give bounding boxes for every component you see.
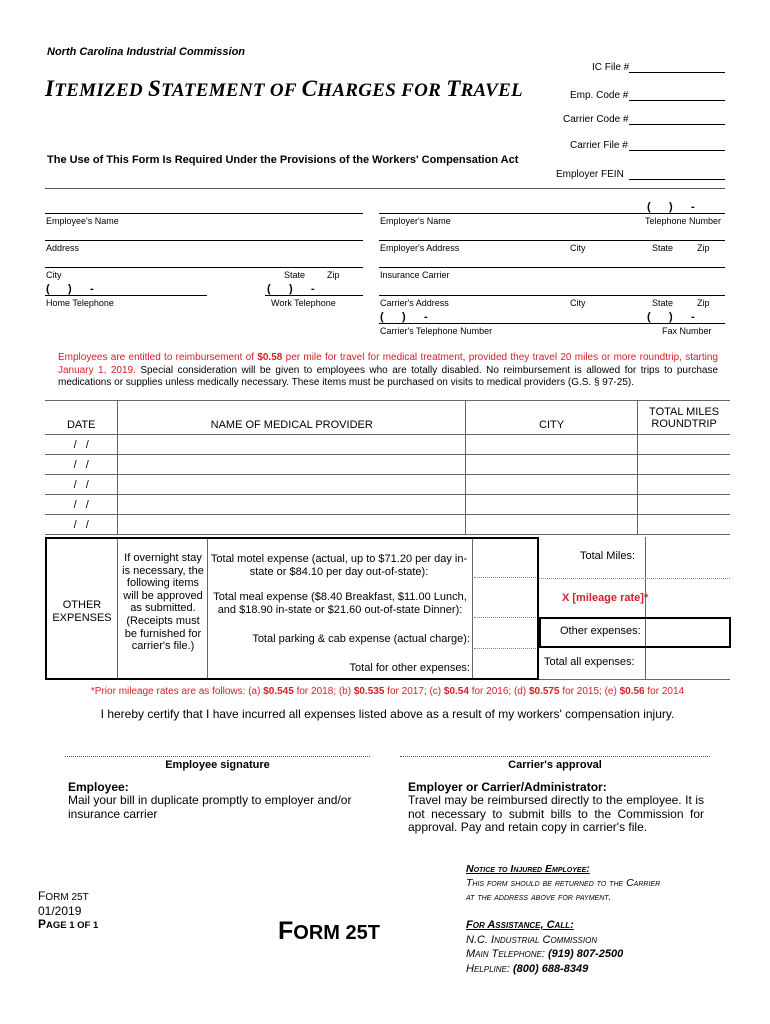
table-row[interactable] [45, 475, 730, 495]
date-cell[interactable]: / / [45, 515, 118, 535]
carrier-address-label: Carrier's Address [380, 298, 449, 308]
home-telephone-input[interactable] [45, 295, 207, 296]
parking-expense-input[interactable] [474, 618, 536, 649]
city-state-zip-input[interactable] [45, 267, 363, 268]
city-cell[interactable] [465, 475, 637, 495]
work-telephone-label: Work Telephone [271, 298, 336, 308]
carrier-telephone-input[interactable] [379, 323, 725, 324]
employee-signature-line[interactable] [65, 756, 370, 757]
certification-statement: I hereby certify that I have incurred all expenses listed above as a result of my workers' compensation injury. [100, 707, 675, 721]
mileage-table [45, 400, 730, 535]
carrier-state-label: State [652, 298, 674, 308]
carrier-file-label: Carrier File # [570, 140, 628, 151]
date-cell[interactable]: / / [45, 475, 118, 495]
miles-cell[interactable] [638, 435, 730, 455]
employer-address-label: Employer's Address [380, 243, 460, 253]
carrier-city-label: City [570, 298, 586, 308]
employer-instructions: Travel may be reimbursed directly to the employee. It is not necessary to submit bills to the Commission for approval. Pay and retain copy in carrier's file. [408, 793, 704, 834]
employer-fein-input[interactable] [629, 179, 725, 180]
employee-name-input[interactable] [45, 213, 363, 214]
form-date: 01/2019 [38, 903, 82, 918]
employee-instructions: Mail your bill in duplicate promptly to employer and/or insurance carrier [68, 793, 352, 821]
carrier-telephone-label: Carrier's Telephone Number [380, 326, 493, 336]
city-cell[interactable] [465, 455, 637, 475]
other-expense-label: Total for other expenses: [349, 662, 470, 674]
table-row[interactable] [45, 435, 730, 455]
employer-city-label: City [570, 243, 586, 253]
employee-signature-label: Employee signature [165, 759, 270, 771]
employer-zip-label: Zip [697, 243, 710, 253]
assistance-heading: For Assistance, Call: [466, 919, 574, 931]
motel-expense-label: Total motel expense (actual, up to $71.20 per day in-state or $84.10 per day out-of-state): [210, 553, 468, 578]
carrier-address-input[interactable] [379, 295, 725, 296]
home-telephone-label: Home Telephone [46, 298, 114, 308]
emp-code-label: Emp. Code # [570, 90, 629, 101]
mileage-rate-input[interactable] [646, 579, 728, 617]
form-title: ITEMIZED STATEMENT OF CHARGES FOR TRAVEL [45, 76, 523, 101]
city-cell[interactable] [465, 515, 637, 535]
carrier-approval-label: Carrier's approval [508, 759, 602, 771]
employer-address-input[interactable] [379, 240, 725, 241]
form-info-block [38, 890, 98, 933]
employer-fein-label: Employer FEIN [556, 169, 624, 180]
requirement-statement: The Use of This Form Is Required Under the Provisions of the Workers' Compensation Act [47, 154, 519, 166]
provider-cell[interactable] [118, 455, 466, 475]
other-expenses-label: OTHER EXPENSES [52, 599, 112, 624]
address-label: Address [46, 243, 80, 253]
header-divider [45, 188, 725, 189]
employer-phone-mask: ( ) - [647, 201, 695, 213]
date-cell[interactable]: / / [45, 455, 118, 475]
total-miles-input[interactable] [646, 540, 728, 577]
employer-name-label: Employer's Name [380, 216, 451, 226]
carrier-file-input[interactable] [629, 150, 725, 151]
work-phone-mask: ( ) - [267, 283, 315, 295]
employee-instructions-heading: Employee: [68, 780, 129, 794]
carrier-code-label: Carrier Code # [563, 114, 629, 125]
other-expenses-summary-input[interactable] [646, 619, 728, 646]
emp-code-input[interactable] [629, 100, 725, 101]
page-number: PAGE 1 OF 1 [38, 917, 99, 931]
injured-employee-notice: Notice to Injured Employee: This form should be returned to the Carrier at the address above for payment. [466, 863, 661, 903]
summary-bottom-line [539, 679, 730, 680]
carrier-code-input[interactable] [629, 124, 725, 125]
date-header: DATE [45, 401, 118, 435]
big-form-number: FORM 25T [278, 917, 380, 945]
fax-number-label: Fax Number [662, 326, 712, 336]
miles-cell[interactable] [638, 455, 730, 475]
ic-file-label: IC File # [592, 62, 630, 73]
date-cell[interactable]: / / [45, 495, 118, 515]
table-row[interactable] [45, 515, 730, 535]
total-miles-header: TOTAL MILES ROUNDTRIP [638, 401, 730, 435]
employee-name-label: Employee's Name [46, 216, 119, 226]
miles-cell[interactable] [638, 475, 730, 495]
other-expenses-summary-label: Other expenses: [560, 625, 641, 637]
insurance-carrier-input[interactable] [379, 267, 725, 268]
employer-state-label: State [652, 243, 674, 253]
expenses-divider-1 [117, 539, 118, 678]
provider-cell[interactable] [118, 475, 466, 495]
mileage-table-header [45, 401, 730, 435]
provider-cell[interactable] [118, 515, 466, 535]
injured-employee-notice-heading: Notice to Injured Employee: [466, 863, 590, 875]
overnight-note: If overnight stay is necessary, the following items will be approved as submitted. (Receipts must be furnished for carrier's file.) [122, 552, 204, 653]
total-all-expenses-input[interactable] [646, 649, 728, 678]
main-telephone: Main Telephone: (919) 807-2500 [466, 948, 624, 960]
state-label: State [284, 270, 306, 280]
work-telephone-input[interactable] [265, 295, 363, 296]
form-number: FORM 25T [38, 889, 89, 903]
date-cell[interactable]: / / [45, 435, 118, 455]
parking-expense-label: Total parking & cab expense (actual charge): [252, 633, 470, 645]
insurance-carrier-label: Insurance Carrier [380, 270, 450, 280]
city-header: CITY [465, 401, 637, 435]
mileage-rate-label: X [mileage rate]* [562, 592, 649, 604]
ic-file-input[interactable] [629, 72, 725, 73]
meal-expense-label: Total meal expense ($8.40 Breakfast, $11.00 Lunch, and $18.90 in-state or $21.60 out-of-state Dinner): [213, 591, 467, 616]
reimbursement-notice: Employees are entitled to reimbursement of $0.58 per mile for travel for medical treatment, provided they travel 20 miles or more roundtrip, starting January 1, 2019. Special consideration will be given to employees who are totally disabled. No reimbursement is allowed for trips to purchase medications or supplies unless medically necessary. These items must be purchased on visits to medical providers (G.S. § 97-25). [58, 352, 719, 388]
miles-cell[interactable] [638, 495, 730, 515]
meal-expense-input[interactable] [474, 578, 536, 618]
motel-expense-input[interactable] [474, 540, 536, 578]
home-phone-mask: ( ) - [46, 283, 94, 295]
address-input[interactable] [45, 240, 363, 241]
prior-mileage-rates: *Prior mileage rates are as follows: (a) $0.545 for 2018; (b) $0.535 for 2017; (c) $0.54 for 2016; (d) $0.575 for 2015; (e) $0.56 for 2014 [90, 686, 685, 697]
assistance-block [466, 918, 623, 976]
carrier-zip-label: Zip [697, 298, 710, 308]
provider-cell[interactable] [118, 435, 466, 455]
other-expense-input[interactable] [474, 649, 536, 677]
city-label: City [46, 270, 62, 280]
total-all-expenses-label: Total all expenses: [544, 656, 635, 668]
assistance-org: N.C. Industrial Commission [466, 933, 598, 946]
table-row[interactable] [45, 495, 730, 515]
agency-name: North Carolina Industrial Commission [47, 46, 246, 58]
fax-mask: ( ) - [647, 311, 695, 323]
carrier-approval-line[interactable] [400, 756, 710, 757]
helpline: Helpline: (800) 688-8349 [466, 962, 589, 975]
employer-instructions-heading: Employer or Carrier/Administrator: [408, 780, 607, 794]
provider-header: NAME OF MEDICAL PROVIDER [118, 401, 466, 435]
miles-cell[interactable] [638, 515, 730, 535]
zip-label: Zip [327, 270, 340, 280]
carrier-phone-mask: ( ) - [380, 311, 428, 323]
city-cell[interactable] [465, 435, 637, 455]
provider-cell[interactable] [118, 495, 466, 515]
table-row[interactable] [45, 455, 730, 475]
city-cell[interactable] [465, 495, 637, 515]
employer-name-input[interactable] [379, 213, 725, 214]
telephone-number-label: Telephone Number [645, 216, 722, 226]
total-miles-label: Total Miles: [580, 550, 636, 562]
